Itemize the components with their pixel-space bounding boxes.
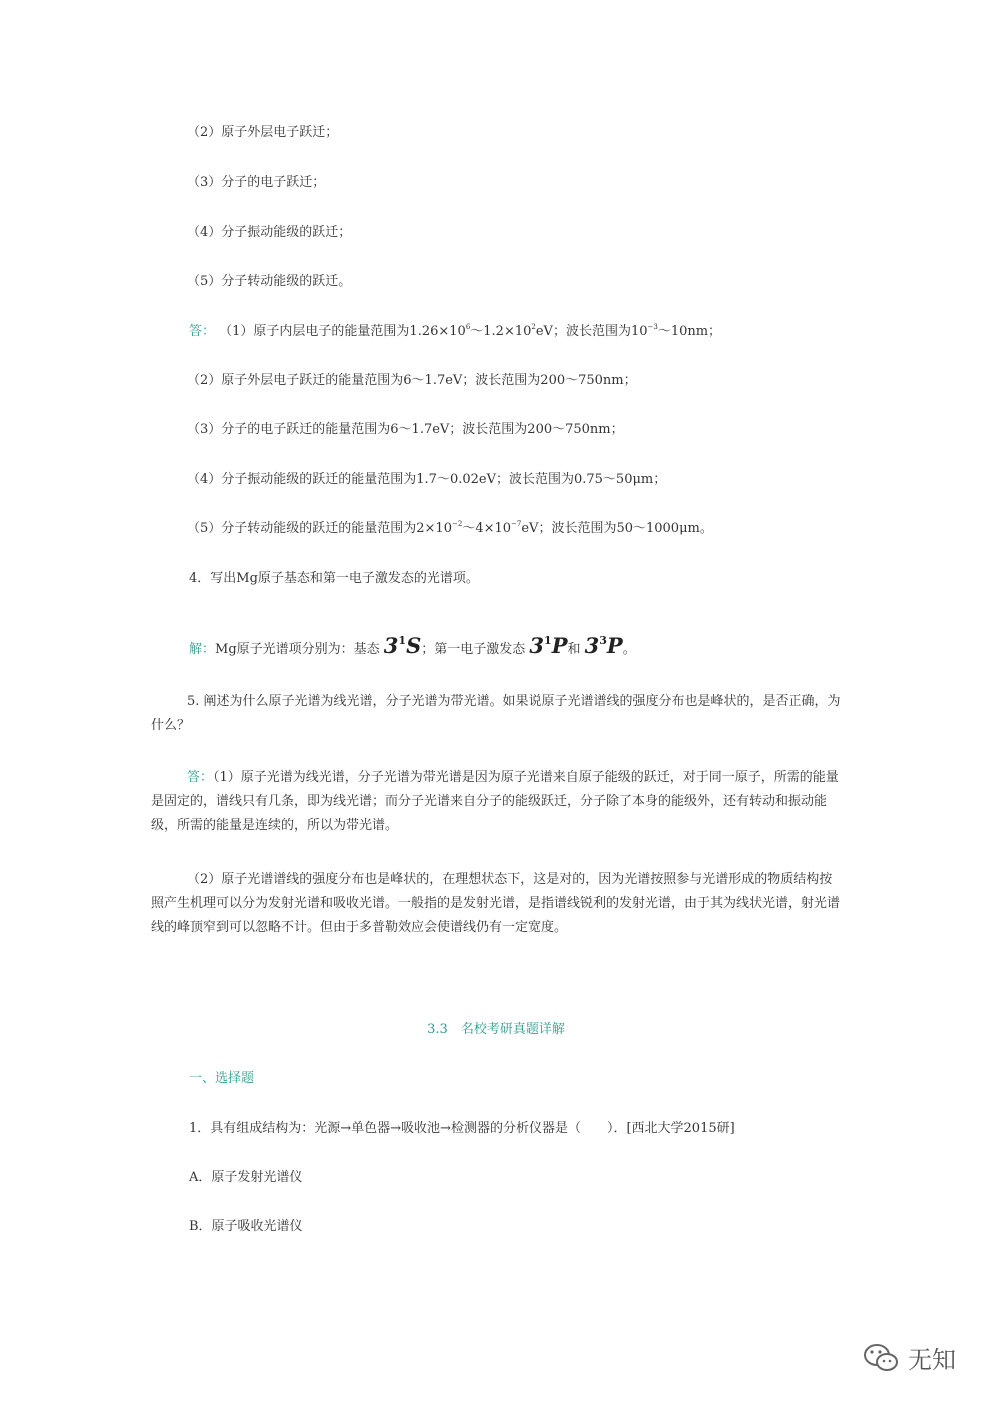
answer-line-2: （2）原子外层电子跃迁的能量范围为6～1.7eV；波长范围为200～750nm； xyxy=(187,373,637,388)
list-item-3: （3）分子的电子跃迁； xyxy=(187,175,326,190)
term-excited-singlet: $3^1P$ xyxy=(529,633,568,658)
list-item-4: （4）分子振动能级的跃迁； xyxy=(187,225,352,240)
section-title: 3.3 名校考研真题详解 xyxy=(427,1022,565,1037)
term-excited-triplet: $3^3P$ xyxy=(584,633,623,658)
answer-line-3: （3）分子的电子跃迁的能量范围为6～1.7eV；波长范围为200～750nm； xyxy=(187,422,624,437)
question-5: 5. 阐述为什么原子光谱为线光谱，分子光谱为带光谱。如果说原子光谱谱线的强度分布也是峰状的，是否正确，为什么？ xyxy=(151,694,841,733)
answer-line-1: 答： （1）原子内层电子的能量范围为$1.26\times 10^6\sim 1.2\times 10^2eV$；波长范围为$10^{-3}\sim 10nm$； xyxy=(189,323,722,339)
wechat-icon xyxy=(862,1343,902,1373)
answer-label: 答： xyxy=(189,324,216,339)
choice-option-b: B．原子吸收光谱仪 xyxy=(189,1219,303,1234)
list-item-5: （5）分子转动能级的跃迁。 xyxy=(187,274,352,289)
answer-5-part-1: 答：（1）原子光谱为线光谱，分子光谱为带光谱是因为原子光谱来自原子能级的跃迁，对于同一原子，所需的能量是固定的，谱线只有几条，即为线光谱；而分子光谱来自分子的能级跃迁，分子除了本身的能级外，还有转动和振动能级，所需的能量是连续的，所以为带光谱。 xyxy=(151,770,839,833)
term-ground-state: $3^1S$ xyxy=(383,633,422,658)
answer-line-4: （4）分子振动能级的跃迁的能量范围为1.7～0.02eV；波长范围为0.75～50μm； xyxy=(187,472,667,487)
answer-5-part-2: （2）原子光谱谱线的强度分布也是峰状的，在理想状态下，这是对的，因为光谱按照参与光谱形成的物质结构按照产生机理可以分为发射光谱和吸收光谱。一般指的是发射光谱，是指谱线锐利的发射光谱，由于其为线状光谱，射光谱线的峰顶窄到可以忽略不计。但由于多普勒效应会使谱线仍有一定宽度。 xyxy=(151,872,841,935)
watermark-text: 无知 xyxy=(908,1346,956,1374)
list-item-2: （2）原子外层电子跃迁； xyxy=(187,125,339,140)
choice-option-a: A．原子发射光谱仪 xyxy=(189,1170,303,1185)
choice-question-1: 1．具有组成结构为：光源→单色器→吸收池→检测器的分析仪器是（ ）．[西北大学2015研] xyxy=(189,1121,735,1136)
question-4: 4．写出Mg原子基态和第一电子激发态的光谱项。 xyxy=(189,571,479,586)
answer-5-label: 答： xyxy=(187,770,214,785)
solution-4: 解：Mg原子光谱项分别为：基态 $3^1S$；第一电子激发态 $3^1P$和 $3^3P$。 xyxy=(189,633,636,658)
solution-label: 解： xyxy=(189,642,216,657)
subsection-title: 一、选择题 xyxy=(189,1071,255,1086)
watermark xyxy=(862,1340,956,1375)
answer-line-5: （5）分子转动能级的跃迁的能量范围为$2\times 10^{-2}\sim 4\times 10^{-7}eV$；波长范围为50～1000μm。 xyxy=(187,520,713,536)
